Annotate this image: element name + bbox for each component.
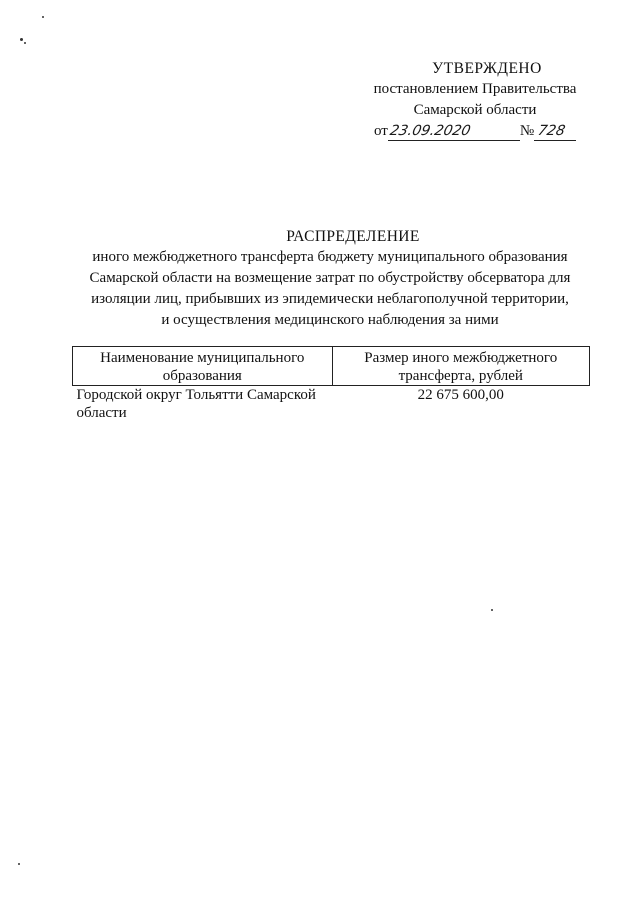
scan-speck <box>491 609 493 611</box>
number-field <box>534 123 576 141</box>
scan-speck <box>42 16 44 18</box>
approval-issuer-line: постановлением Правительства <box>373 81 577 97</box>
table-header-row <box>73 347 590 386</box>
approval-region-line: Самарской области <box>413 102 537 118</box>
approval-block <box>350 58 600 143</box>
heading-line-1: иного межбюджетного трансферта бюджету муниципального образования <box>92 249 568 265</box>
approval-title: УТВЕРЖДЕНО <box>432 60 542 77</box>
scan-speck <box>24 42 26 44</box>
document-heading <box>60 226 600 331</box>
table-row <box>73 386 590 423</box>
approval-date-number-line <box>350 121 600 143</box>
header-municipality: Наименование муниципального образования <box>73 347 333 386</box>
date-prefix: от <box>374 123 388 139</box>
scan-speck <box>18 863 20 865</box>
handwritten-number: 728 <box>536 123 567 139</box>
cell-municipality-name: Городской округ Тольятти Самарской области <box>76 387 316 421</box>
heading-line-3: изоляции лиц, прибывших из эпидемически неблагополучной территории, <box>91 291 569 307</box>
distribution-table <box>72 346 590 422</box>
heading-line-4: и осуществления медицинского наблюдения за ними <box>161 312 499 328</box>
header-amount: Размер иного межбюджетного трансферта, рублей <box>332 347 590 386</box>
heading-line-2: Самарской области на возмещение затрат по обустройству обсерватора для <box>89 270 571 286</box>
scan-speck <box>20 38 23 41</box>
cell-transfer-amount: 22 675 600,00 <box>417 387 504 403</box>
number-prefix: № <box>519 123 535 139</box>
handwritten-date: 23.09.2020 <box>388 123 472 139</box>
document-title: РАСПРЕДЕЛЕНИЕ <box>286 228 420 245</box>
date-field <box>388 123 520 141</box>
